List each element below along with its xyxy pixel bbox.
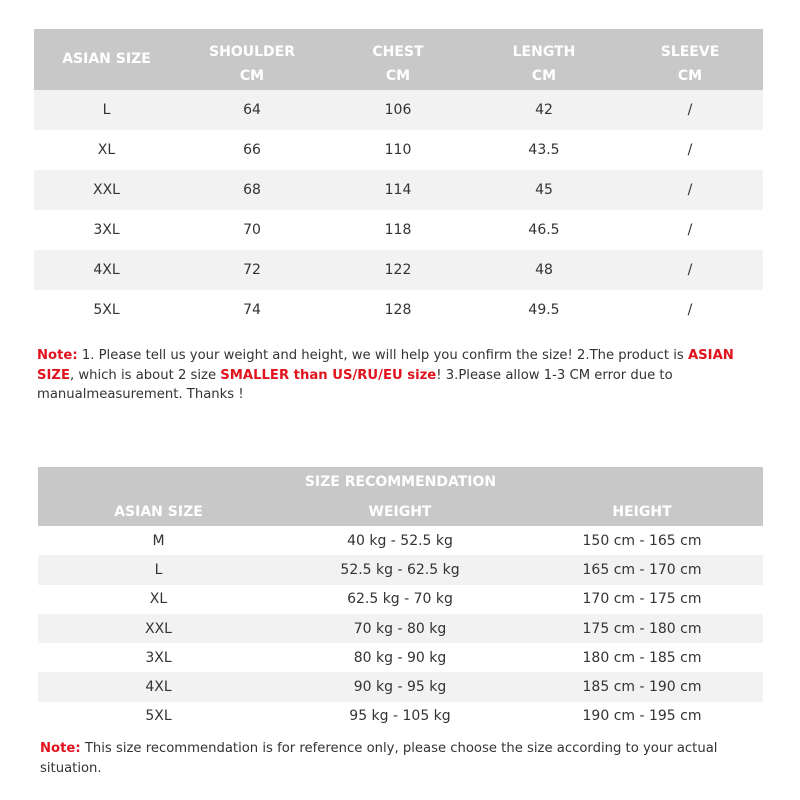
cell-weight: 95 kg - 105 kg [279, 702, 521, 731]
cell-size: XXL [38, 614, 279, 643]
note-text: , which is about 2 size [69, 367, 221, 383]
header-asian-size: ASIAN SIZE [34, 29, 179, 90]
cell-height: 190 cm - 195 cm [521, 702, 763, 731]
header-unit: CM [471, 62, 617, 90]
header-height: HEIGHT [521, 497, 763, 526]
cell-weight: 90 kg - 95 kg [279, 672, 521, 701]
cell-sleeve: / [617, 290, 763, 330]
cell-chest: 110 [325, 130, 471, 170]
cell-weight: 52.5 kg - 62.5 kg [279, 555, 521, 584]
size-note [37, 346, 767, 405]
cell-chest: 106 [325, 90, 471, 130]
recommendation-header-row [38, 497, 763, 526]
cell-height: 170 cm - 175 cm [521, 585, 763, 614]
table-row [34, 290, 763, 330]
cell-size: L [34, 90, 179, 130]
cell-shoulder: 70 [179, 210, 325, 250]
cell-length: 48 [471, 250, 617, 290]
cell-sleeve: / [617, 170, 763, 210]
cell-weight: 40 kg - 52.5 kg [279, 526, 521, 555]
cell-height: 175 cm - 180 cm [521, 614, 763, 643]
cell-height: 150 cm - 165 cm [521, 526, 763, 555]
header-length: LENGTH [471, 29, 617, 62]
cell-size: 5XL [38, 702, 279, 731]
table-row [34, 130, 763, 170]
cell-sleeve: / [617, 90, 763, 130]
cell-weight: 62.5 kg - 70 kg [279, 585, 521, 614]
cell-sleeve: / [617, 250, 763, 290]
table-row [38, 614, 763, 643]
cell-height: 180 cm - 185 cm [521, 643, 763, 672]
cell-sleeve: / [617, 210, 763, 250]
cell-sleeve: / [617, 130, 763, 170]
cell-shoulder: 72 [179, 250, 325, 290]
cell-shoulder: 68 [179, 170, 325, 210]
size-chart-table [34, 29, 763, 330]
cell-height: 165 cm - 170 cm [521, 555, 763, 584]
cell-size: 4XL [34, 250, 179, 290]
table-row [34, 210, 763, 250]
recommendation-caption-row [38, 467, 763, 497]
recommendation-note [40, 739, 760, 778]
recommendation-title: SIZE RECOMMENDATION [38, 467, 763, 497]
cell-chest: 128 [325, 290, 471, 330]
cell-chest: 118 [325, 210, 471, 250]
cell-size: 4XL [38, 672, 279, 701]
cell-length: 46.5 [471, 210, 617, 250]
table-row [38, 526, 763, 555]
cell-height: 185 cm - 190 cm [521, 672, 763, 701]
header-sleeve: SLEEVE [617, 29, 763, 62]
cell-size: L [38, 555, 279, 584]
header-chest: CHEST [325, 29, 471, 62]
cell-size: XL [34, 130, 179, 170]
cell-length: 43.5 [471, 130, 617, 170]
note-text: This size recommendation is for reference only, please choose the size according to your actual situation. [40, 741, 718, 776]
cell-shoulder: 74 [179, 290, 325, 330]
cell-length: 45 [471, 170, 617, 210]
table-row [34, 250, 763, 290]
cell-size: XL [38, 585, 279, 614]
cell-size: 5XL [34, 290, 179, 330]
cell-weight: 70 kg - 80 kg [279, 614, 521, 643]
cell-shoulder: 66 [179, 130, 325, 170]
smaller-size-highlight: SMALLER than US/RU/EU size [220, 367, 437, 383]
header-asian-size: ASIAN SIZE [38, 497, 279, 526]
table-row [34, 90, 763, 130]
cell-length: 42 [471, 90, 617, 130]
asian-size-highlight: ASIAN SIZE [37, 348, 734, 383]
cell-shoulder: 64 [179, 90, 325, 130]
header-shoulder: SHOULDER [179, 29, 325, 62]
table-row [38, 585, 763, 614]
header-unit: CM [179, 62, 325, 90]
table-row [38, 643, 763, 672]
cell-weight: 80 kg - 90 kg [279, 643, 521, 672]
table-row [38, 702, 763, 731]
cell-chest: 122 [325, 250, 471, 290]
note-label: Note: [37, 348, 78, 363]
table-row [38, 672, 763, 701]
cell-chest: 114 [325, 170, 471, 210]
cell-size: XXL [34, 170, 179, 210]
size-chart-header-row [34, 29, 763, 62]
size-recommendation-table [38, 467, 763, 731]
header-unit: CM [325, 62, 471, 90]
cell-length: 49.5 [471, 290, 617, 330]
note-text: 1. Please tell us your weight and height, we will help you confirm the size! 2.The product is [77, 348, 688, 363]
header-unit: CM [617, 62, 763, 90]
table-row [34, 170, 763, 210]
cell-size: 3XL [34, 210, 179, 250]
table-row [38, 555, 763, 584]
header-weight: WEIGHT [279, 497, 521, 526]
note-text: ! 3.Please allow 1-3 CM error due to manualmeasurement. Thanks ! [37, 367, 673, 402]
cell-size: 3XL [38, 643, 279, 672]
note-label: Note: [40, 741, 81, 756]
cell-size: M [38, 526, 279, 555]
